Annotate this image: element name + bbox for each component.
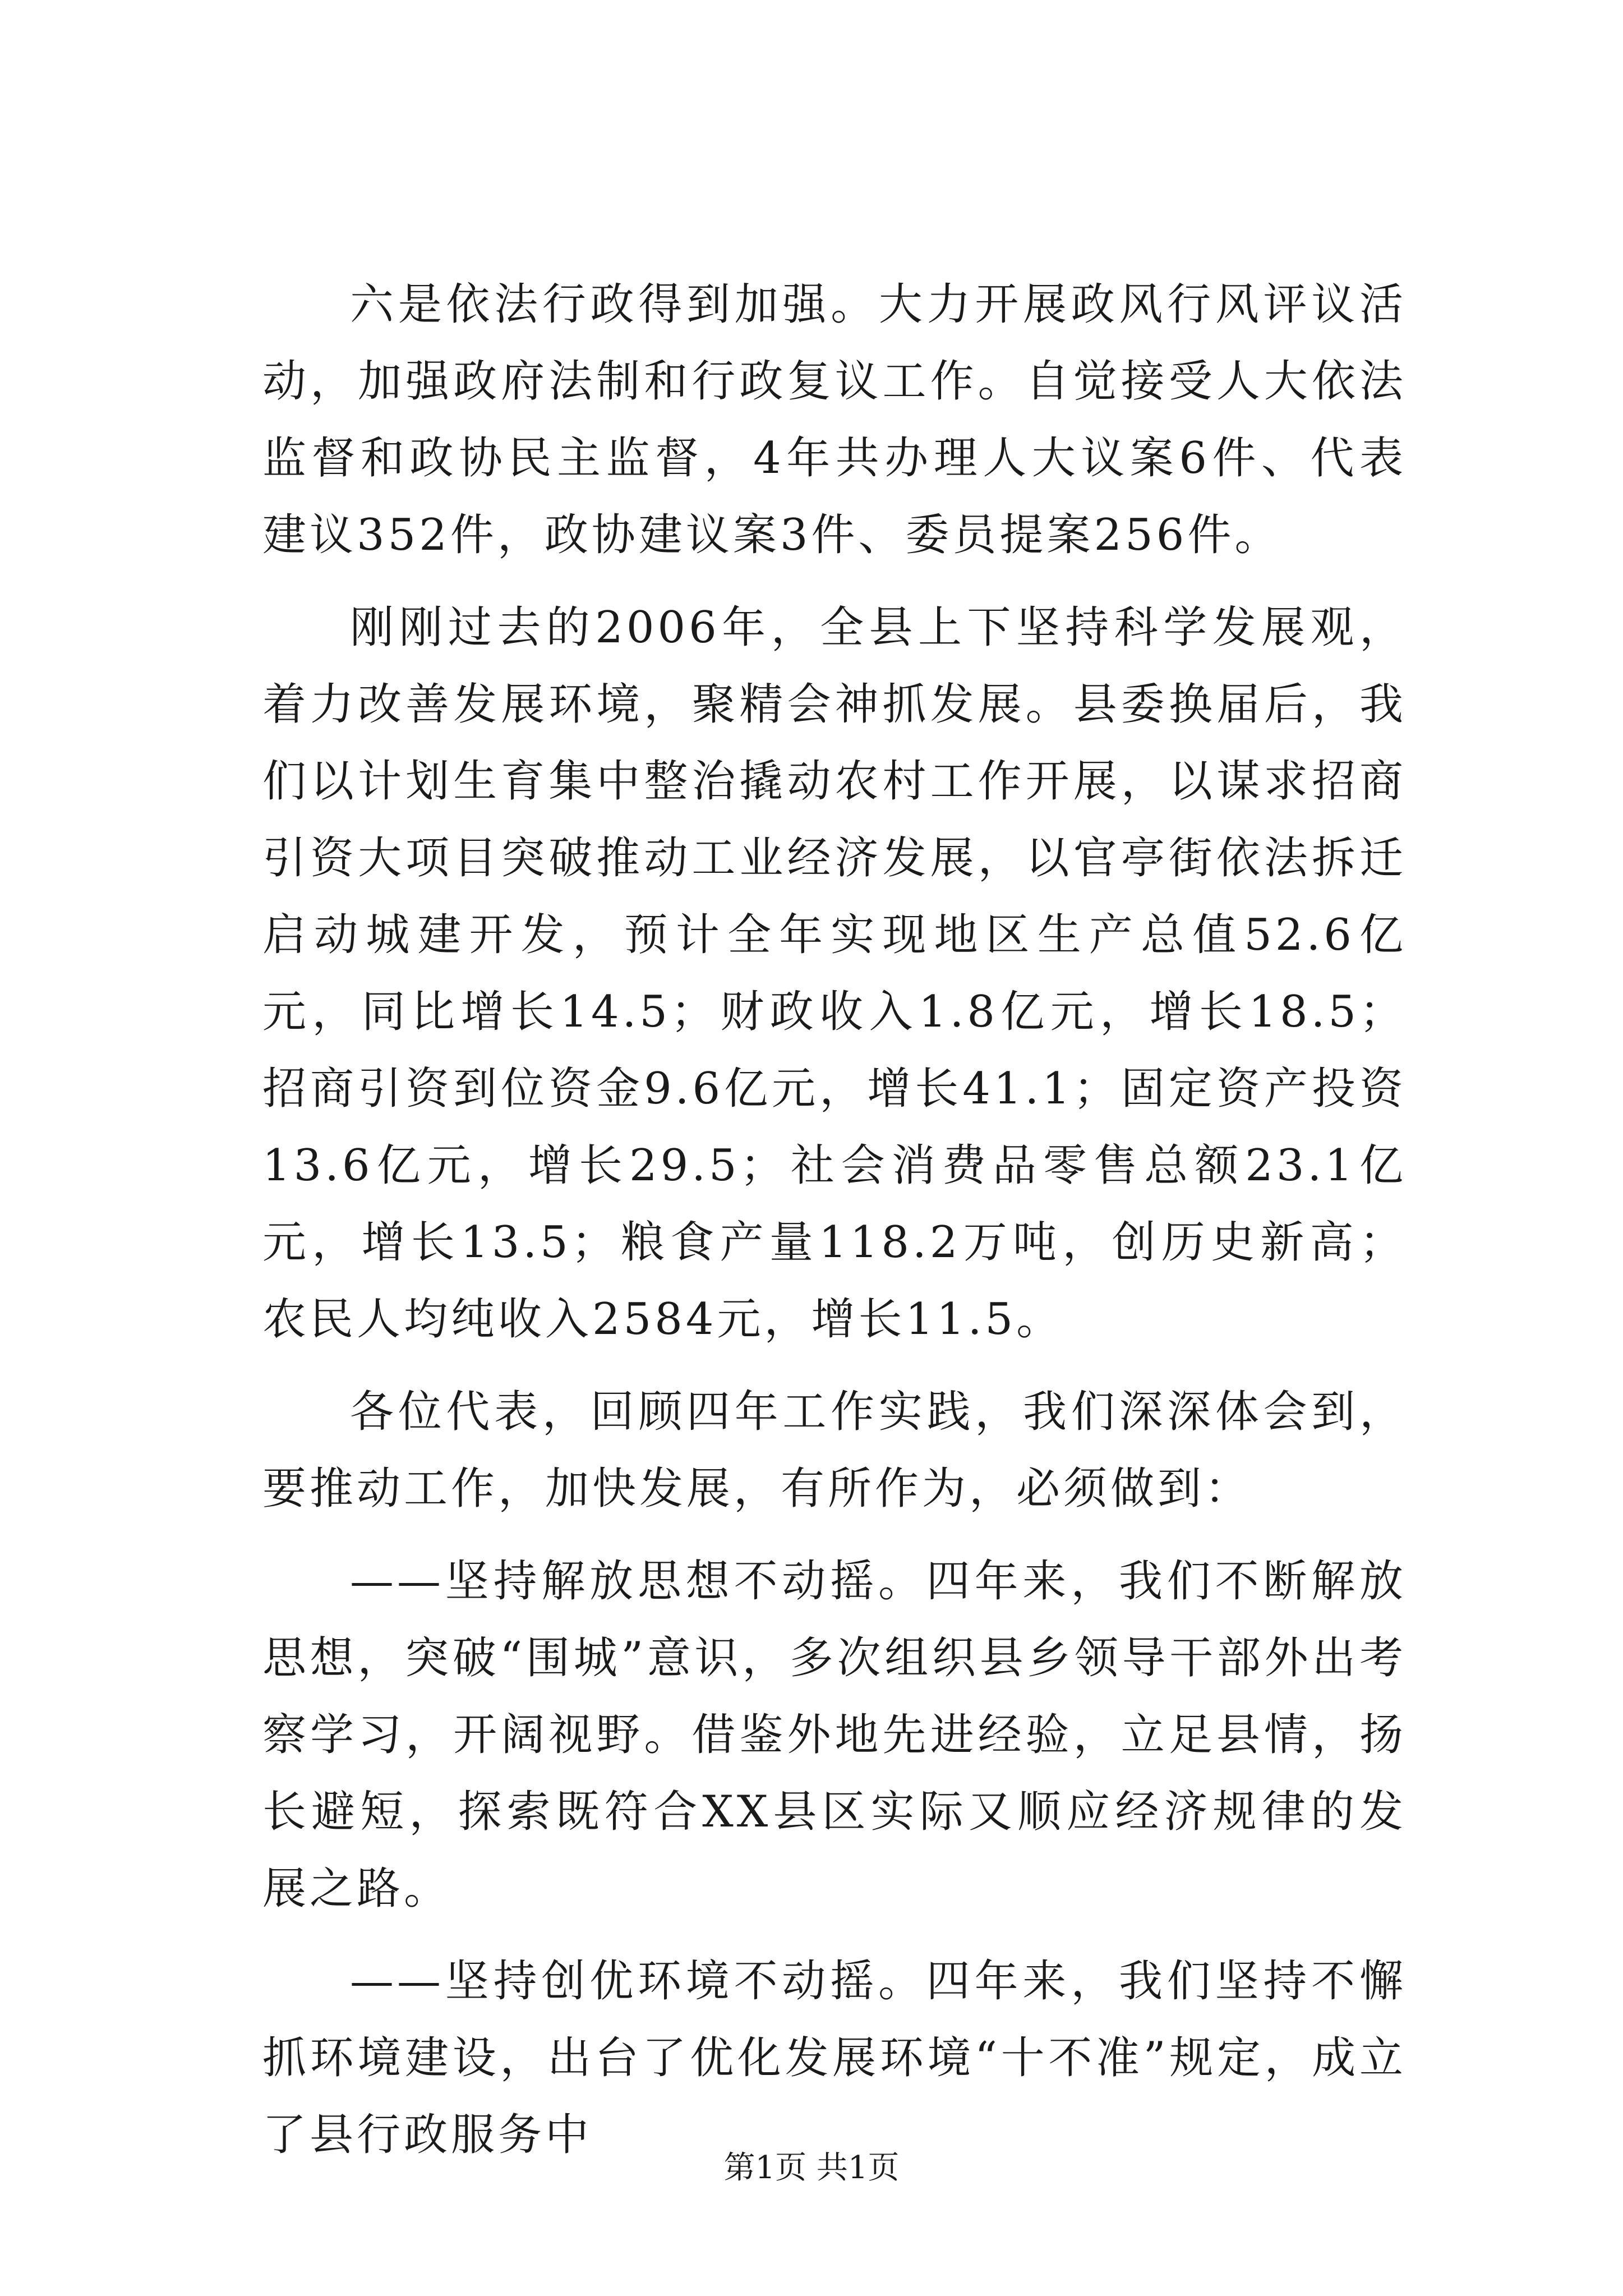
paragraph-law-administration: 六是依法行政得到加强。大力开展政风行风评议活动，加强政府法制和行政复议工作。自觉接受人大依法监督和政协民主监督，4年共办理人大议案6件、代表建议352件，政协建议案3件、委员提案256件。	[262, 279, 1407, 560]
paragraph-work-experience: 各位代表，回顾四年工作实践，我们深深体会到，要推动工作，加快发展，有所作为，必须做到：	[262, 1387, 1407, 1514]
paragraph-optimize-environment: ——坚持创优环境不动摇。四年来，我们坚持不懈抓环境建设，出台了优化发展环境“十不准”规定，成立了县行政服务中	[262, 1956, 1407, 2160]
paragraph-emancipate-mind: ——坚持解放思想不动摇。四年来，我们不断解放思想，突破“围城”意识，多次组织县乡领导干部外出考察学习，开阔视野。借鉴外地先进经验，立足县情，扬长避短，探索既符合XX县区实际又顺应经济规律的发展之路。	[262, 1556, 1407, 1914]
document-body	[262, 266, 1407, 2189]
page-footer: 第1页 共1页	[723, 2150, 900, 2186]
paragraph-2006-review: 刚刚过去的2006年，全县上下坚持科学发展观，着力改善发展环境，聚精会神抓发展。县委换届后，我们以计划生育集中整治撬动农村工作开展，以谋求招商引资大项目突破推动工业经济发展，以官亭街依法拆迁启动城建开发，预计全年实现地区生产总值52.6亿元，同比增长14.5；财政收入1.8亿元，增长18.5；招商引资到位资金9.6亿元，增长41.1；固定资产投资13.6亿元，增长29.5；社会消费品零售总额23.1亿元，增长13.5；粮食产量118.2万吨，创历史新高；农民人均纯收入2584元，增长11.5。	[262, 602, 1407, 1345]
